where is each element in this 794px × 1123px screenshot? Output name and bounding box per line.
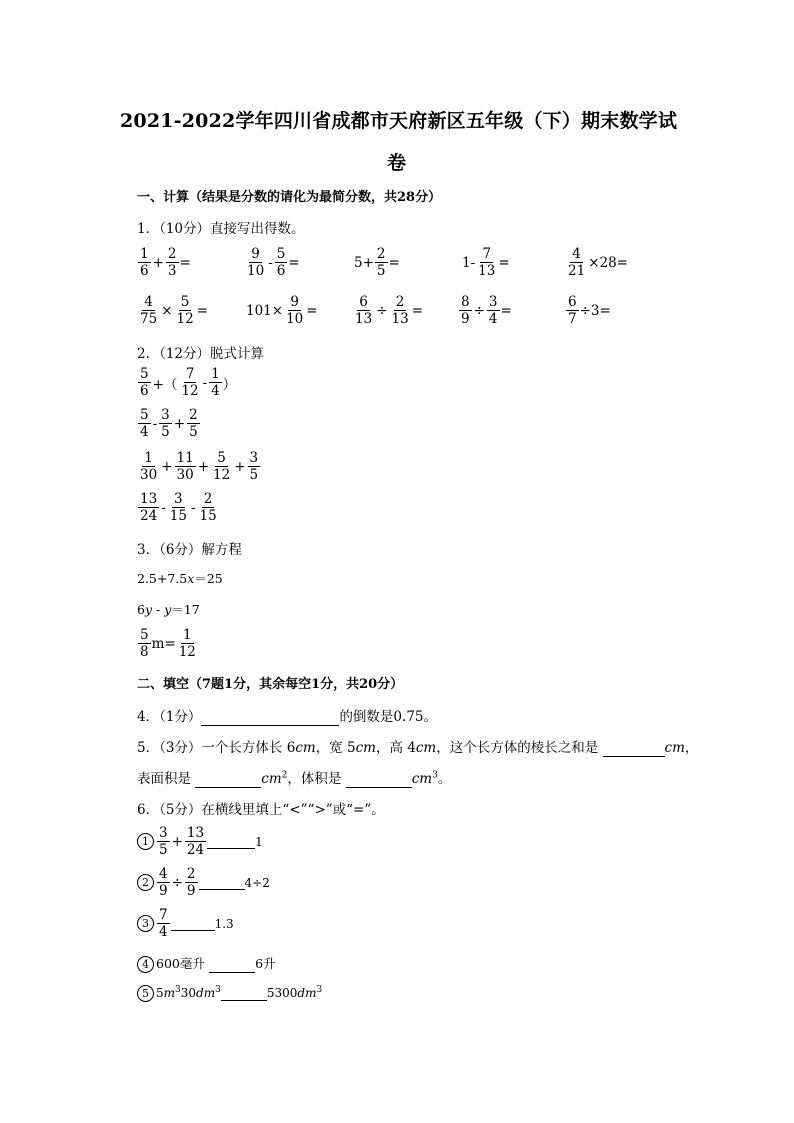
q6-item-4: 4 600毫升 6升 bbox=[137, 954, 276, 973]
question-2-label: 2．（12分）脱式计算 bbox=[137, 346, 265, 362]
q3-equation-2: 6y - y＝17 bbox=[137, 602, 200, 617]
question-6-label: 6．（5分）在横线里填上“<”“>”或“=”。 bbox=[137, 802, 385, 818]
answer-blank[interactable] bbox=[207, 848, 255, 849]
q1-expr-5: $\frac{4}{21}$ ×28= bbox=[568, 246, 628, 279]
q2-expr-1: $\frac{5}{6}$ +（ $\frac{7}{12}$ - $\frac{1}{4}$ ） bbox=[140, 366, 237, 399]
question-4: 4．（1分） 的倒数是0.75。 bbox=[137, 709, 437, 725]
circled-number: 2 bbox=[137, 874, 154, 891]
circled-number: 4 bbox=[137, 956, 154, 973]
q6-item-1: 1 $\frac{3}{5}$ + $\frac{13}{24}$ 1 bbox=[137, 825, 263, 858]
answer-blank[interactable] bbox=[346, 771, 412, 788]
q1-expr-1: $\frac{1}{6}$ + $\frac{2}{3}$ = bbox=[140, 246, 191, 279]
q6-item-5: 5 $5m^330dm^3$ $5300dm^3$ bbox=[137, 985, 322, 1002]
q2-expr-3: $\frac{1}{30}$ + $\frac{11}{30}$ + $\frac{5}{12}$ + $\frac{3}{5}$ bbox=[140, 450, 259, 483]
page-title: 2021-2022学年四川省成都市天府新区五年级（下）期末数学试 bbox=[120, 110, 678, 132]
q2-expr-4: $\frac{13}{24}$ - $\frac{3}{15}$ - $\frac{2}{15}$ bbox=[140, 491, 217, 524]
q3-equation-1: 2.5+7.5x＝25 bbox=[137, 571, 223, 586]
question-1-label: 1．（10分）直接写出得数。 bbox=[137, 221, 305, 237]
q1-expr-9: $\frac{8}{9}$ ÷ $\frac{3}{4}$ = bbox=[461, 294, 512, 327]
q1-expr-3: 5+ $\frac{2}{5}$ = bbox=[354, 246, 400, 279]
q1-expr-6: $\frac{4}{75}$ × $\frac{5}{12}$ = bbox=[140, 294, 208, 327]
question-5-line-2: 表面积是 $cm^2$，体积是 $cm^3$。 bbox=[137, 770, 452, 787]
circled-number: 5 bbox=[137, 985, 154, 1002]
answer-blank[interactable] bbox=[209, 956, 255, 973]
circled-number: 3 bbox=[137, 915, 154, 932]
q1-expr-10: $\frac{6}{7}$ ÷3= bbox=[568, 294, 611, 327]
section-1-header: 一、计算（结果是分数的请化为最简分数，共28分） bbox=[137, 190, 442, 205]
q2-expr-2: $\frac{5}{4}$ - $\frac{3}{5}$ + $\frac{2}{5}$ bbox=[140, 407, 198, 440]
q3-equation-3: $\frac{5}{8}$ m= $\frac{1}{12}$ bbox=[140, 627, 196, 660]
question-3-label: 3．（6分）解方程 bbox=[137, 542, 242, 558]
answer-blank[interactable] bbox=[195, 771, 261, 788]
q1-expr-2: $\frac{9}{10}$ - $\frac{5}{6}$ = bbox=[247, 246, 300, 279]
page-title-continued: 卷 bbox=[387, 152, 407, 174]
answer-blank[interactable] bbox=[201, 709, 339, 726]
answer-blank[interactable] bbox=[199, 889, 245, 890]
answer-blank[interactable] bbox=[603, 740, 665, 757]
question-5-line-1: 5．（3分）一个长方体长 6cm，宽 5cm，高 4cm，这个长方体的棱长之和是 cm， bbox=[137, 740, 699, 756]
answer-blank[interactable] bbox=[171, 930, 215, 931]
q6-item-2: 2 $\frac{4}{9}$ ÷ $\frac{2}{9}$ 4÷2 bbox=[137, 866, 270, 899]
q1-expr-7: 101× $\frac{9}{10}$ = bbox=[246, 294, 318, 327]
q1-expr-4: 1- $\frac{7}{13}$ = bbox=[462, 246, 510, 279]
q1-expr-8: $\frac{6}{13}$ ÷ $\frac{2}{13}$ = bbox=[355, 294, 423, 327]
section-2-header: 二、填空（7题1分，其余每空1分，共20分） bbox=[137, 677, 404, 692]
q6-item-3: 3 $\frac{7}{4}$ 1.3 bbox=[137, 907, 234, 940]
answer-blank[interactable] bbox=[221, 986, 267, 1001]
circled-number: 1 bbox=[137, 833, 154, 850]
